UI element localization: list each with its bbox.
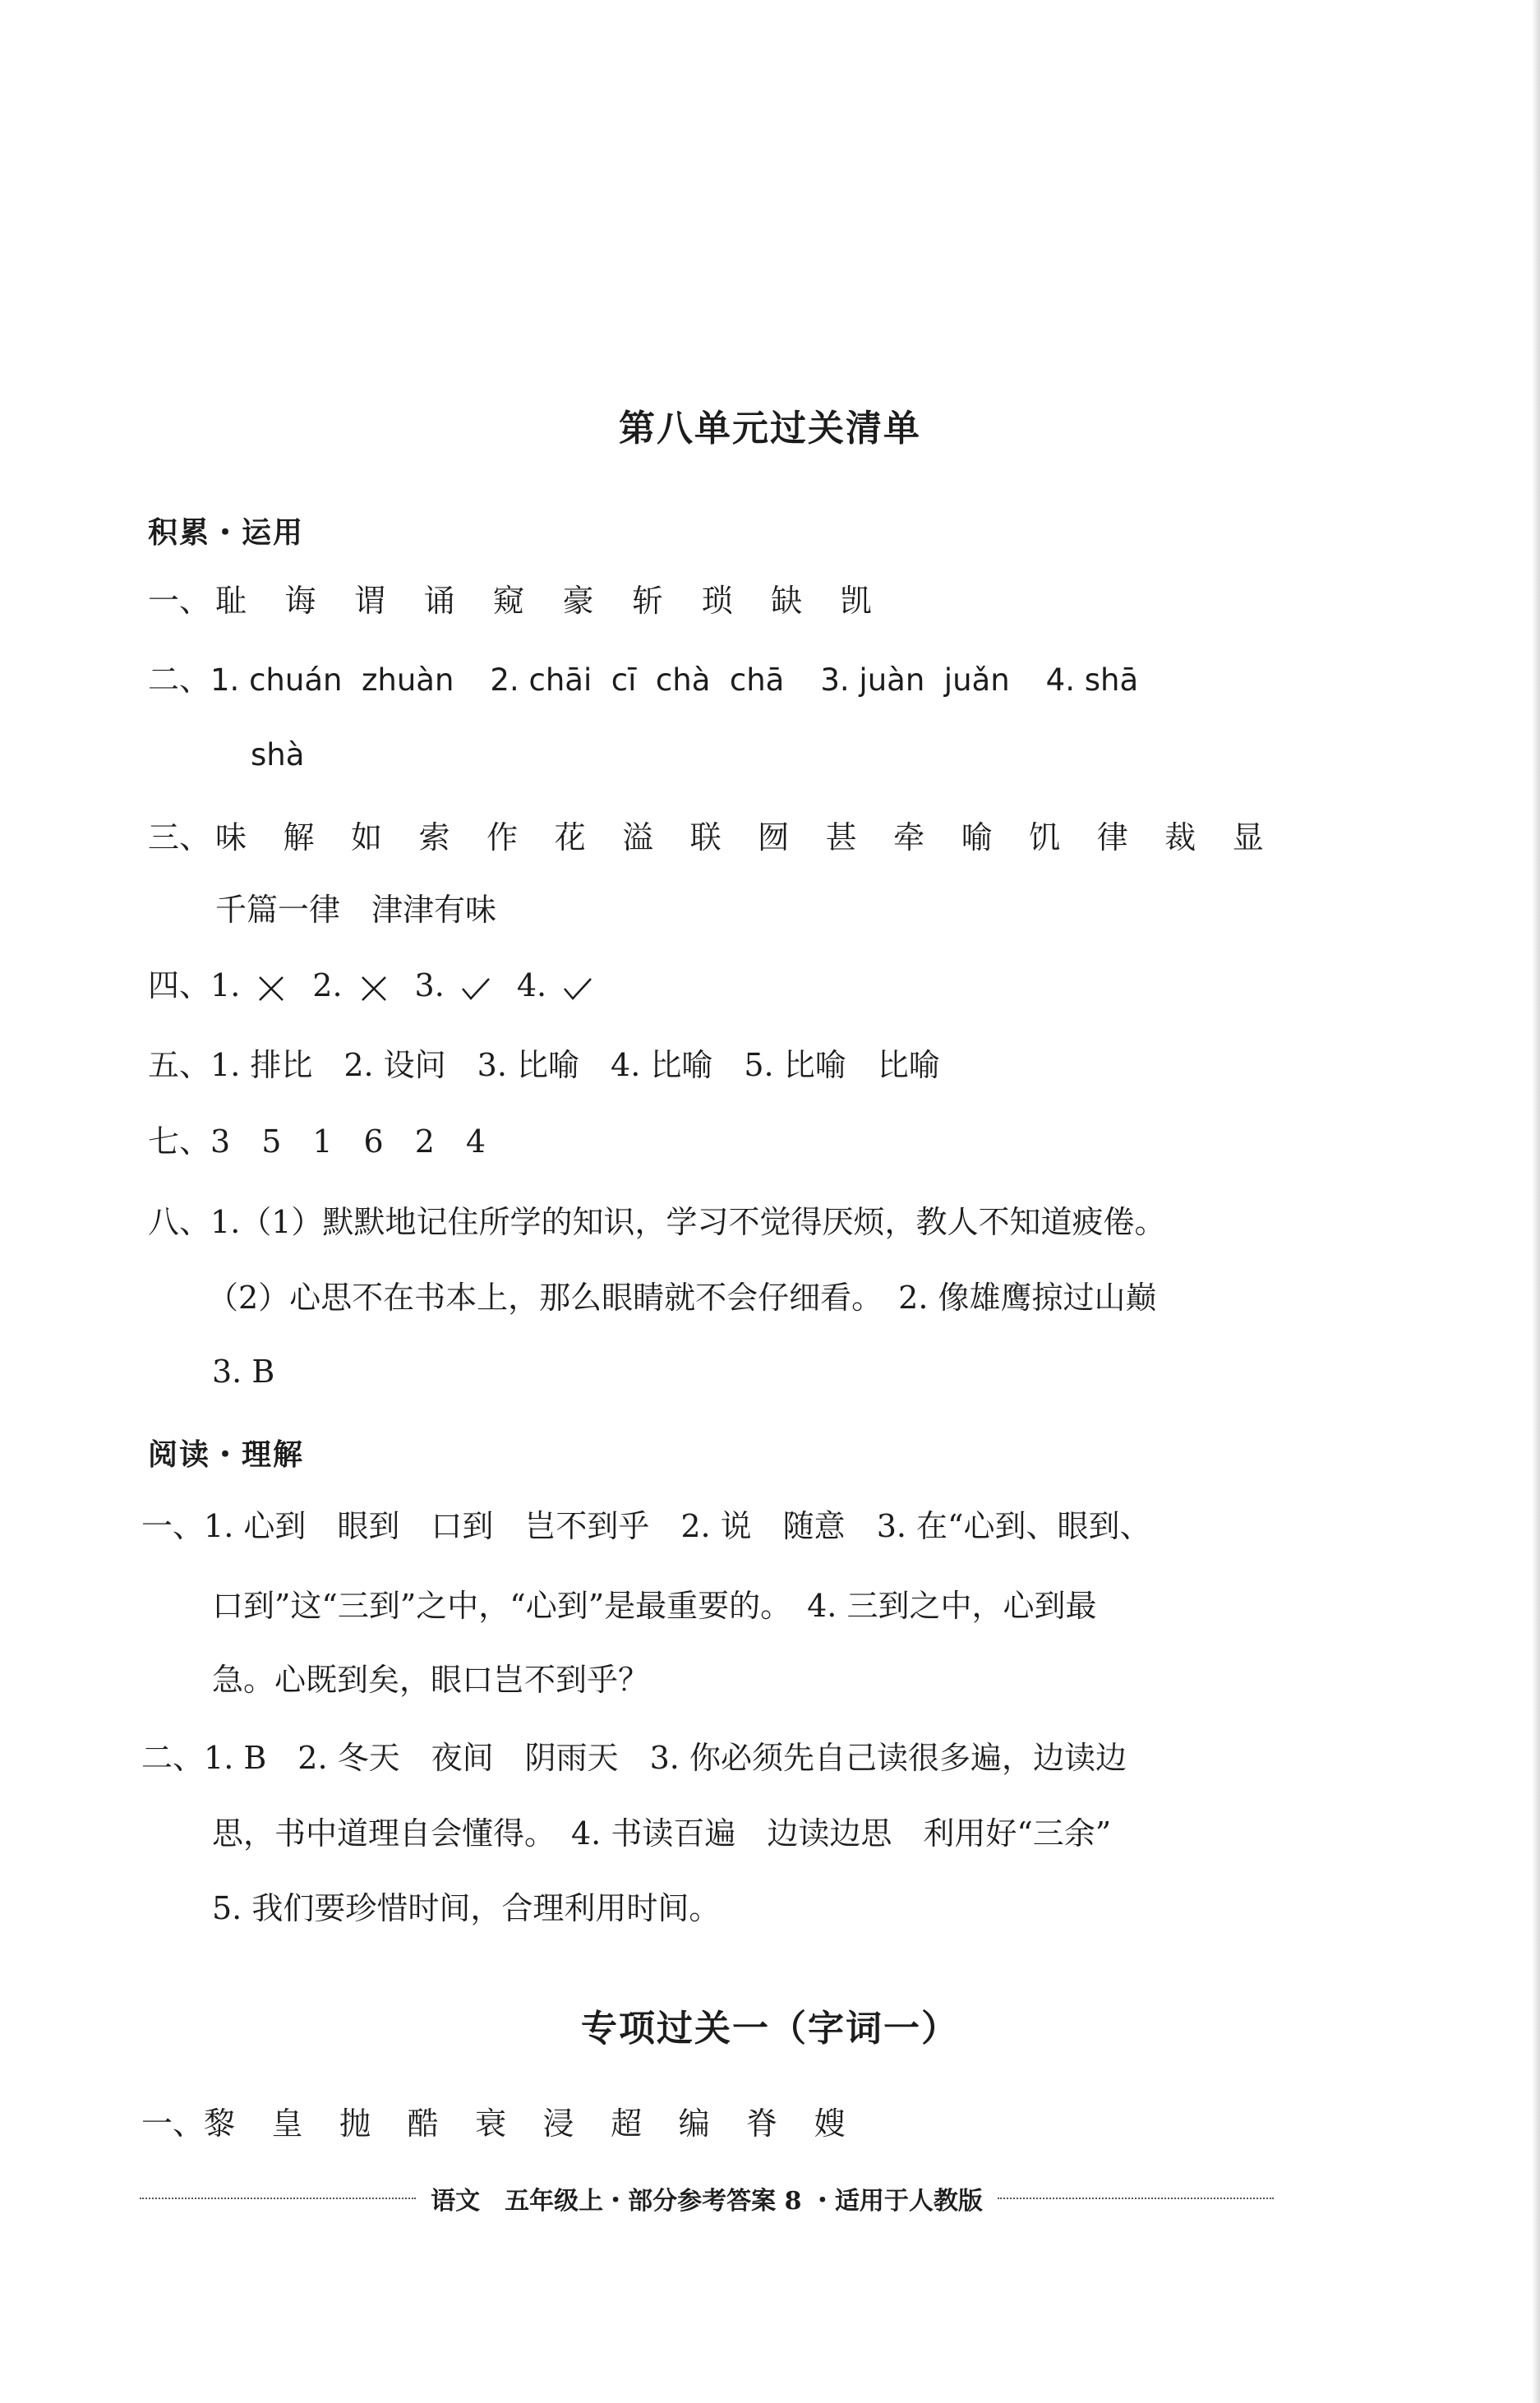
answer-char: 脊	[746, 2106, 778, 2142]
question-number: 一、	[141, 2106, 205, 2142]
answer-char: 花	[554, 819, 586, 856]
footer-text: 语文 五年级上・部分参考答案 8 ・适用于人教版	[431, 2187, 983, 2216]
check-icon	[561, 974, 594, 1003]
item-label: 4.	[516, 967, 547, 1003]
question-8-line-2: （2）心思不在书本上，那么眼睛就不会仔细看。 2. 像雄鹰掠过山巅	[207, 1280, 1157, 1316]
question-number: 八、	[148, 1204, 211, 1240]
reading-question-1	[141, 1508, 1151, 1544]
answer-text: 1.（1）默默地记住所学的知识，学习不觉得厌烦，教人不知道疲倦。	[210, 1204, 1166, 1240]
answer-char: 诵	[423, 583, 455, 619]
answer-char: 斩	[632, 583, 664, 619]
special-section-title: 专项过关一（字词一）	[581, 2008, 959, 2050]
answer-char: 琐	[701, 583, 733, 619]
answer-char: 豪	[562, 583, 594, 619]
char-list	[210, 583, 872, 619]
answer-char: 裁	[1164, 819, 1196, 856]
cross-icon	[357, 974, 390, 1003]
answer-char: 超	[611, 2106, 643, 2142]
footer-rule-left	[140, 2198, 416, 2199]
question-3	[148, 819, 1264, 856]
answer-char: 溢	[622, 819, 654, 856]
pinyin-group: 3. juàn juǎn	[820, 662, 1010, 698]
answer-char: 浸	[542, 2106, 574, 2142]
answer-char: 味	[215, 819, 247, 856]
reading-question-1-line-2: 口到”这“三到”之中，“心到”是最重要的。 4. 三到之中，心到最	[212, 1588, 1097, 1624]
cross-icon	[255, 974, 288, 1003]
question-number: 七、	[148, 1123, 211, 1160]
section-label-reading: 阅读・理解	[148, 1438, 305, 1472]
item-label: 1.	[210, 967, 241, 1003]
question-number: 三、	[148, 819, 211, 856]
answer-char: 皇	[271, 2106, 303, 2142]
answer-char: 索	[418, 819, 450, 856]
section-label-accumulate: 积累・运用	[148, 516, 305, 550]
item-label: 3.	[414, 967, 445, 1003]
reading-question-2-line-2: 思，书中道理自会懂得。 4. 书读百遍 边读边思 利用好“三余”	[212, 1815, 1112, 1852]
answer-char: 窥	[493, 583, 525, 619]
answer-text: 3 5 1 6 2 4	[210, 1123, 486, 1160]
question-8	[148, 1206, 1165, 1238]
question-number: 四、	[148, 967, 211, 1003]
answer-char: 如	[351, 819, 383, 856]
question-number: 二、	[141, 1740, 205, 1776]
answer-char: 甚	[825, 819, 857, 856]
answer-char: 凯	[840, 583, 872, 619]
answer-char: 联	[689, 819, 722, 856]
question-2	[148, 662, 1139, 698]
answer-char: 酷	[407, 2106, 439, 2142]
question-5	[148, 1049, 940, 1081]
reading-question-2	[141, 1740, 1127, 1776]
answer-char: 诲	[284, 583, 316, 619]
answer-char: 耻	[215, 583, 247, 619]
page-footer	[140, 2182, 1274, 2215]
question-number: 一、	[148, 583, 211, 619]
special-question-1	[141, 2106, 846, 2142]
char-list	[210, 819, 1264, 856]
answer-char: 饥	[1029, 819, 1061, 856]
answer-char: 作	[486, 819, 519, 856]
check-icon	[459, 974, 492, 1003]
question-2-continued: shà	[251, 737, 305, 773]
answer-char: 律	[1096, 819, 1128, 856]
answer-char: 牵	[893, 819, 925, 856]
question-3-continued: 千篇一律 津津有味	[215, 892, 497, 928]
question-number: 一、	[141, 1508, 205, 1544]
question-7	[148, 1123, 486, 1160]
answer-text: 1. B 2. 冬天 夜间 阴雨天 3. 你必须先自己读很多遍，边读边	[204, 1740, 1127, 1776]
answer-char: 显	[1232, 819, 1264, 856]
answer-char: 解	[283, 819, 315, 856]
answer-char: 衰	[475, 2106, 507, 2142]
question-1	[148, 583, 872, 619]
answer-text: 1. 心到 眼到 口到 岂不到乎 2. 说 随意 3. 在“心到、眼到、	[204, 1508, 1151, 1544]
footer-rule-right	[998, 2198, 1274, 2199]
question-4	[148, 967, 594, 1003]
question-8-line-3: 3. B	[212, 1354, 275, 1390]
question-number: 二、	[148, 662, 211, 698]
answer-text: 1. 排比 2. 设问 3. 比喻 4. 比喻 5. 比喻 比喻	[210, 1047, 940, 1083]
pinyin-group: 2. chāi cī chà chā	[490, 662, 785, 698]
pinyin-group: 4. shā	[1045, 662, 1139, 698]
answer-char: 编	[678, 2106, 710, 2142]
pinyin-answers	[210, 662, 1138, 698]
judgement-answers	[210, 967, 594, 1003]
answer-char: 谓	[354, 583, 386, 619]
reading-question-2-line-3: 5. 我们要珍惜时间，合理利用时间。	[212, 1890, 721, 1926]
answer-char: 囫	[758, 819, 790, 856]
answer-char: 缺	[771, 583, 803, 619]
answer-char: 喻	[961, 819, 993, 856]
item-label: 2.	[312, 967, 343, 1003]
reading-question-1-line-3: 急。心既到矣，眼口岂不到乎？	[212, 1662, 650, 1698]
pinyin-group: 1. chuán zhuàn	[210, 662, 454, 698]
answer-char: 抛	[339, 2106, 371, 2142]
question-number: 五、	[148, 1047, 211, 1083]
char-list	[204, 2106, 846, 2142]
page-title: 第八单元过关清单	[619, 408, 921, 450]
answer-char: 黎	[204, 2106, 236, 2142]
answer-char: 嫂	[814, 2106, 846, 2142]
